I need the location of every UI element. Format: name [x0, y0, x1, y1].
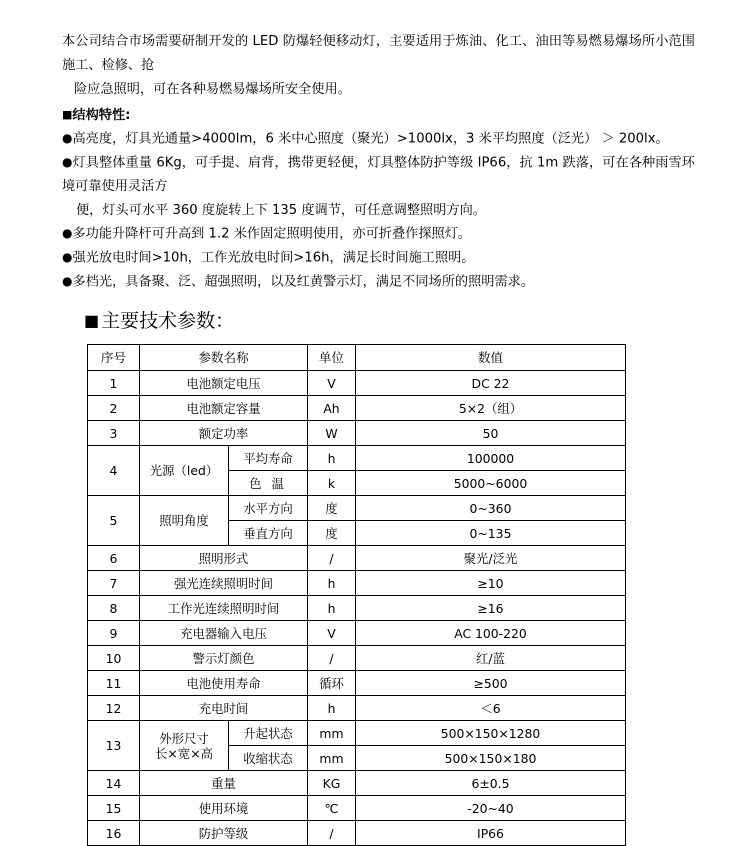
cell-value: 500×150×1280 [356, 721, 626, 746]
spec-table-heading [84, 308, 695, 334]
cell-value: ≥500 [356, 671, 626, 696]
intro-line-2: 险应急照明，可在各种易燃易爆场所安全使用。 [74, 82, 351, 97]
cell-subparam: 平均寿命 [229, 446, 308, 471]
table-row [88, 571, 626, 596]
cell-value: ＜6 [356, 696, 626, 721]
cell-param: 照明角度 [140, 496, 229, 546]
bullet-dot-icon: ● [62, 155, 73, 169]
cell-param: 工作光连续照明时间 [140, 596, 308, 621]
cell-unit: mm [308, 746, 356, 771]
cell-subparam: 水平方向 [229, 496, 308, 521]
col-header-unit: 单位 [308, 345, 356, 371]
cell-subparam: 色 温 [229, 471, 308, 496]
cell-param: 重量 [140, 771, 308, 796]
cell-seq: 11 [88, 671, 140, 696]
cell-value: 5000~6000 [356, 471, 626, 496]
cell-unit: h [308, 696, 356, 721]
cell-value: 0~135 [356, 521, 626, 546]
square-marker-icon: ■ [62, 108, 73, 121]
cell-unit: k [308, 471, 356, 496]
feature-item [62, 270, 695, 294]
table-row [88, 496, 626, 521]
feature-item [62, 222, 695, 246]
spec-table-container [87, 344, 625, 846]
feature-item [62, 151, 695, 222]
cell-value: 500×150×180 [356, 746, 626, 771]
cell-param: 防护等级 [140, 821, 308, 846]
table-row [88, 646, 626, 671]
table-row [88, 546, 626, 571]
table-row [88, 396, 626, 421]
cell-unit: 度 [308, 521, 356, 546]
cell-param: 警示灯颜色 [140, 646, 308, 671]
table-row [88, 696, 626, 721]
col-header-value: 数值 [356, 345, 626, 371]
cell-param: 电池额定容量 [140, 396, 308, 421]
feature-item [62, 246, 695, 270]
cell-seq: 9 [88, 621, 140, 646]
cell-unit: 度 [308, 496, 356, 521]
intro-line-1: 本公司结合市场需要研制开发的 LED 防爆轻便移动灯，主要适用于炼油、化工、油田等易燃易爆场所小范围施工、检修、抢 [62, 34, 695, 73]
cell-seq: 12 [88, 696, 140, 721]
cell-param: 照明形式 [140, 546, 308, 571]
structure-features-heading [62, 104, 695, 127]
table-row [88, 621, 626, 646]
cell-subparam: 升起状态 [229, 721, 308, 746]
bullet-dot-icon: ● [62, 226, 73, 240]
table-row [88, 796, 626, 821]
cell-seq: 13 [88, 721, 140, 771]
cell-value: 聚光/泛光 [356, 546, 626, 571]
feature-text-line-1: 灯具整体重量 6Kg，可手提、肩背，携带更轻便，灯具整体防护等级 IP66，抗 1m 跌落，可在各种雨雪环境可靠使用灵活方 [62, 155, 695, 194]
feature-text-line-1: 强光放电时间>10h，工作光放电时间>16h，满足长时间施工照明。 [72, 250, 475, 266]
cell-unit: / [308, 646, 356, 671]
cell-subparam: 垂直方向 [229, 521, 308, 546]
cell-seq: 10 [88, 646, 140, 671]
col-header-param: 参数名称 [140, 345, 308, 371]
square-marker-icon: ■ [84, 311, 100, 330]
cell-unit: 循环 [308, 671, 356, 696]
bullet-dot-icon: ● [62, 131, 73, 145]
cell-param: 充电时间 [140, 696, 308, 721]
cell-unit: h [308, 596, 356, 621]
cell-unit: ℃ [308, 796, 356, 821]
cell-value: 6±0.5 [356, 771, 626, 796]
cell-value: 5×2（组） [356, 396, 626, 421]
cell-param-line-1: 外形尺寸 [159, 730, 209, 746]
spec-table [87, 344, 626, 846]
cell-unit: h [308, 446, 356, 471]
cell-value: DC 22 [356, 371, 626, 396]
cell-unit: h [308, 571, 356, 596]
structure-features-heading-text: 结构特性 [72, 108, 126, 123]
bullet-dot-icon: ● [62, 274, 73, 288]
cell-seq: 3 [88, 421, 140, 446]
spec-table-heading-text: 主要技术参数： [101, 310, 235, 332]
cell-param: 电池额定电压 [140, 371, 308, 396]
cell-unit: V [308, 371, 356, 396]
cell-seq: 4 [88, 446, 140, 496]
table-row [88, 771, 626, 796]
cell-value: ≥16 [356, 596, 626, 621]
table-row [88, 821, 626, 846]
cell-unit: V [308, 621, 356, 646]
table-row [88, 671, 626, 696]
cell-seq: 5 [88, 496, 140, 546]
table-row [88, 421, 626, 446]
cell-value: 红/蓝 [356, 646, 626, 671]
cell-value: IP66 [356, 821, 626, 846]
cell-seq: 14 [88, 771, 140, 796]
feature-list [62, 127, 695, 294]
table-header-row [88, 345, 626, 371]
table-row [88, 721, 626, 746]
cell-seq: 8 [88, 596, 140, 621]
feature-text-line-1: 多档光，具备聚、泛、超强照明，以及红黄警示灯，满足不同场所的照明需求。 [72, 274, 535, 290]
bullet-dot-icon: ● [62, 250, 73, 264]
feature-text-line-2: 便，灯头可水平 360 度旋转上下 135 度调节，可任意调整照明方向。 [76, 202, 486, 218]
cell-seq: 16 [88, 821, 140, 846]
cell-param: 使用环境 [140, 796, 308, 821]
cell-param: 强光连续照明时间 [140, 571, 308, 596]
feature-item [62, 127, 695, 151]
col-header-seq: 序号 [88, 345, 140, 371]
cell-value: -20~40 [356, 796, 626, 821]
cell-value: ≥10 [356, 571, 626, 596]
structure-features-heading-colon: : [125, 108, 131, 123]
cell-seq: 7 [88, 571, 140, 596]
cell-unit: W [308, 421, 356, 446]
cell-unit: / [308, 546, 356, 571]
cell-param: 光源（led） [140, 446, 229, 496]
cell-seq: 6 [88, 546, 140, 571]
cell-seq: 1 [88, 371, 140, 396]
feature-text-line-1: 多功能升降杆可升高到 1.2 米作固定照明使用，亦可折叠作探照灯。 [72, 226, 472, 242]
table-row [88, 371, 626, 396]
cell-param [140, 721, 229, 771]
cell-value: 0~360 [356, 496, 626, 521]
cell-param: 额定功率 [140, 421, 308, 446]
cell-seq: 2 [88, 396, 140, 421]
intro-paragraph [62, 30, 695, 102]
cell-unit: / [308, 821, 356, 846]
cell-param: 充电器输入电压 [140, 621, 308, 646]
cell-unit: KG [308, 771, 356, 796]
cell-param-line-2: 长×宽×高 [155, 745, 213, 761]
cell-unit: mm [308, 721, 356, 746]
cell-seq: 15 [88, 796, 140, 821]
table-row [88, 446, 626, 471]
cell-unit: Ah [308, 396, 356, 421]
table-row [88, 596, 626, 621]
feature-text-line-1: 高亮度，灯具光通量>4000lm，6 米中心照度（聚光）>1000lx，3 米平均照度（泛光） ＞ 200lx。 [72, 131, 669, 147]
cell-subparam: 收缩状态 [229, 746, 308, 771]
cell-value: 50 [356, 421, 626, 446]
cell-param: 电池使用寿命 [140, 671, 308, 696]
cell-value: 100000 [356, 446, 626, 471]
cell-value: AC 100-220 [356, 621, 626, 646]
